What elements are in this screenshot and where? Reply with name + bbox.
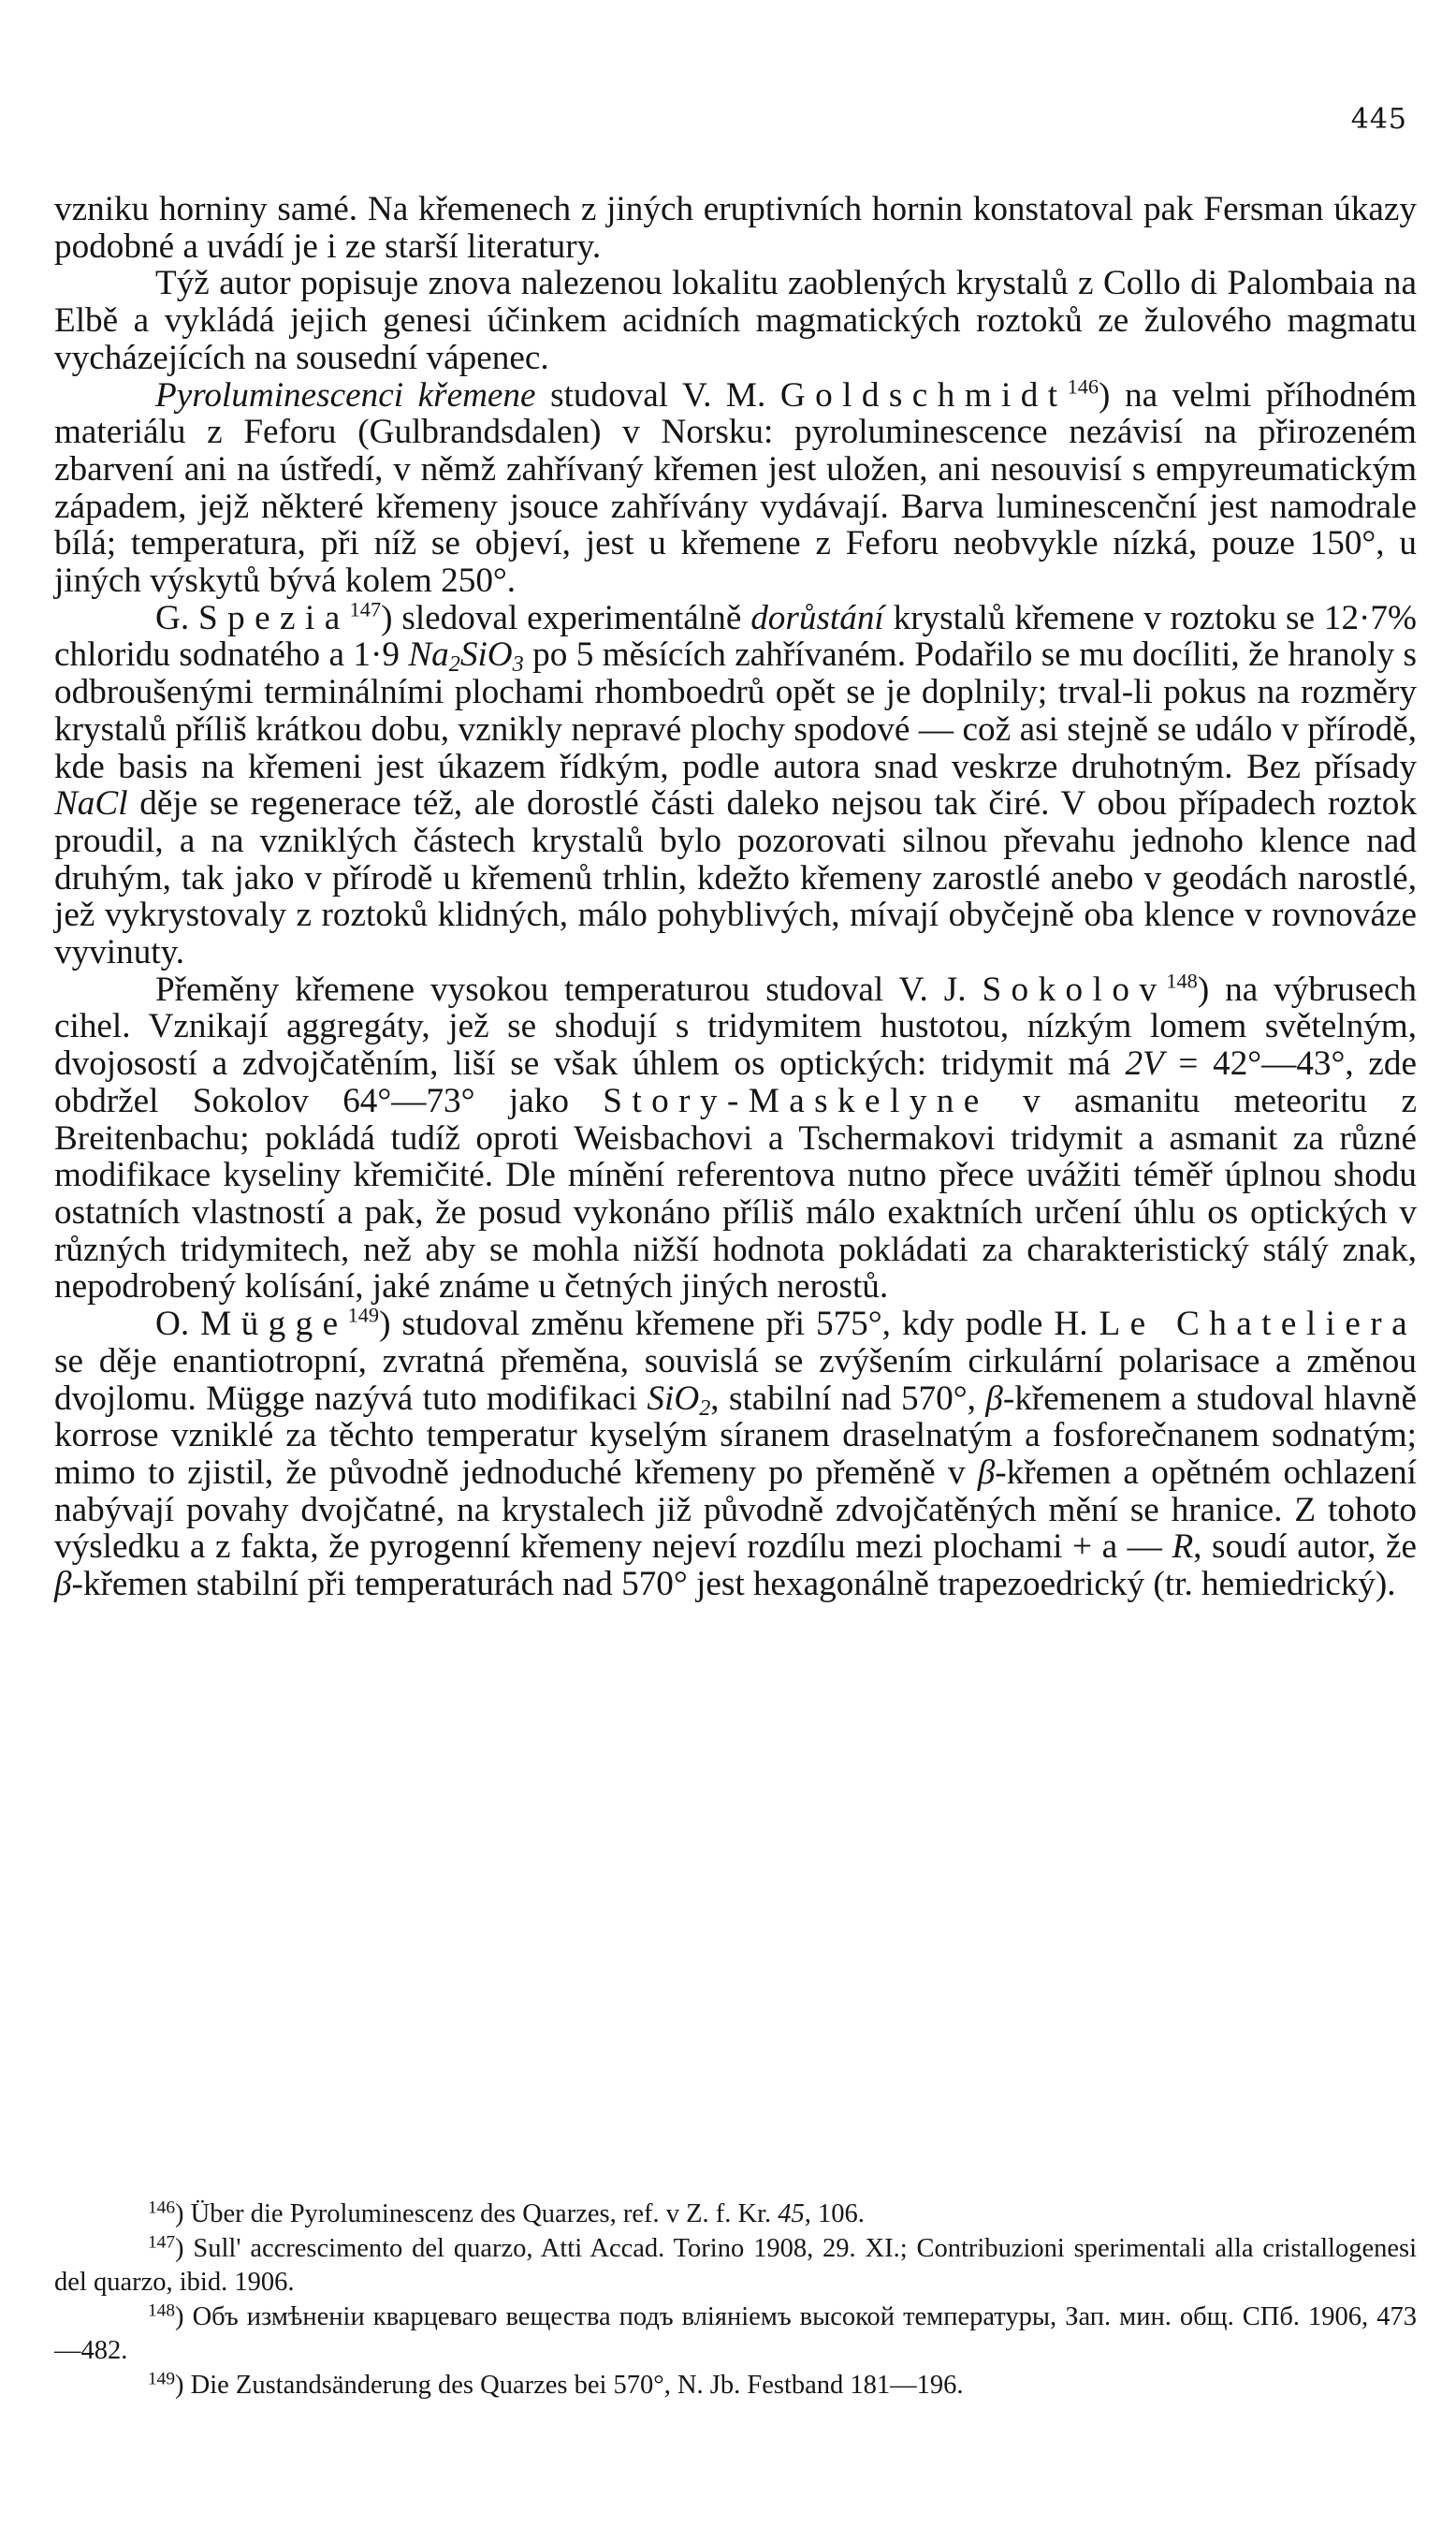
footnote-147 <box>54 2232 1417 2300</box>
footnote-147-text: ) Sull' accrescimento del quarzo, Atti Accad. Torino 1908, 29. XI.; Contribuzioni sperimentali alla cristallogenesi del quarzo, ibid. 1906. <box>54 2233 1417 2297</box>
paragraph-1-text: vzniku horniny samé. Na křemenech z jiných eruptivních hornin konstatoval pak Fersman úkazy podobné a uvádí je i ze starší literatury. <box>54 190 1417 266</box>
paragraph-4-text-b: ) sledoval experimentálně <box>381 598 751 637</box>
paragraph-6-text-e: -křemenem a studoval hlavně korrose vzniklé za těchto temperatur kyselým síranem draselnatým a fosforečnanem sodnatým; mimo to zjistil, že původně jednoduché křemeny po přeměně v <box>54 1379 1417 1492</box>
footnote-ref-147: 147 <box>349 597 382 621</box>
formula-sio: SiO <box>459 635 513 675</box>
paragraph-6-text-d: , stabilní nad 570°, <box>710 1379 986 1418</box>
footnote-147-mark: 147 <box>148 2231 176 2252</box>
author-le-chatelier: Le Chateliera <box>1099 1305 1417 1344</box>
footnote-146-text-a: ) Über die Pyroluminescenz des Quarzes, ref. v Z. f. Kr. <box>175 2199 779 2228</box>
paragraph-6-text-b: ) studoval změnu křemene při 575°, kdy podle H. <box>379 1305 1099 1344</box>
formula-sio2 <box>647 1379 711 1421</box>
paragraph-3-italic: Pyroluminescenci křemene <box>155 375 536 415</box>
author-spezia: Spezia <box>198 598 350 637</box>
footnotes <box>54 2198 1417 2402</box>
footnote-146-text-b: , 106. <box>804 2199 865 2228</box>
formula-sio2-base: SiO <box>647 1379 700 1418</box>
footnote-149 <box>54 2369 1417 2403</box>
footnote-146 <box>54 2198 1417 2232</box>
paragraph-6-text-h: -křemen stabilní při temperaturách nad 570° jest hexagonálně trapezoedrický (tr. hemiedrický). <box>71 1565 1396 1604</box>
beta-symbol-1: β <box>985 1379 1003 1418</box>
footnote-149-mark: 149 <box>148 2368 176 2388</box>
formula-2v: 2V <box>1125 1044 1164 1084</box>
paragraph-6-text-g: , soudí autor, že <box>1193 1527 1418 1567</box>
paragraph-4 <box>54 597 1417 972</box>
formula-r: R <box>1172 1527 1194 1567</box>
footnote-146-italic: 45 <box>778 2199 805 2228</box>
body-text <box>54 191 1417 1603</box>
footnote-ref-146: 146 <box>1067 374 1099 399</box>
paragraph-6 <box>54 1303 1418 1604</box>
paragraph-2 <box>54 265 1417 376</box>
paragraph-4-text-e: děje se regenerace též, ale dorostlé části daleko nejsou tak čiré. V obou případech roztok proudil, a na vzniklých částech krystalů bylo pozorovati silnou převahu jednoho klence nad druhým, tak jako v přírodě u křemenů trhlin, kdežto křemeny zarostlé anebo v geodách narostlé, jež vykrystovaly z roztoků klidných, málo pohyblivých, mívají obyčejně oba klence v rovnováze vyvinuty. <box>54 784 1417 972</box>
author-story-maskelyne: Story-Maskelyne <box>603 1081 989 1120</box>
paragraph-3 <box>54 374 1417 601</box>
paragraph-4-text-d: po 5 měsících zahřívaném. Podařilo se mu docíliti, že hranoly s odbroušenými terminálními plochami rhomboedrů opět se je doplnily; trval-li pokus na rozměry krystalů příliš krátkou dobu, vznikly nepravé plochy spodové — což asi stejně se událo v přírodě, kde basis na křemeni jest úkazem řídkým, podle autora snad veskrze druhotným. Bez přísady <box>54 635 1417 786</box>
formula-na2sio3 <box>408 635 524 678</box>
formula-na: Na <box>408 635 449 675</box>
author-goldschmidt: Goldschmidt <box>779 375 1068 415</box>
formula-nacl: NaCl <box>54 784 128 824</box>
paragraph-4-italic: dorůstání <box>750 598 884 637</box>
paragraph-6-text-f: -křemen a opětném ochlazení nabývají povahy dvojčatné, na krystalech již původně zdvojčatěných mění se hranice. Z tohoto výsledku a z fakta, že pyrogenní křemeny nejeví rozdílu mezi plochami + a — <box>54 1453 1417 1567</box>
paragraph-4-text-a: G. <box>155 598 199 637</box>
footnote-148-mark: 148 <box>148 2300 176 2320</box>
paragraph-4-text-c: krystalů křemene v roztoku se 12·7% chloridu sodnatého a 1·9 <box>54 598 1417 675</box>
paragraph-6-text-c: se děje enantiotropní, zvratná přeměna, souvislá se zvýšením cirkulární polarisace a změnou dvojlomu. Mügge nazývá tuto modifikaci <box>54 1341 1417 1418</box>
footnote-148-text: ) Объ измѣненiи кварцеваго вещества подъ влiянiемъ высокой температуры, Зап. мин. общ. СПб. 1906, 473—482. <box>54 2301 1417 2365</box>
formula-sio2-subscript: 2 <box>699 1395 711 1421</box>
paragraph-5-text-b: ) na výbrusech cihel. Vznikají aggregáty, jež se shodují s tridymitem hustotou, nízkým lomem světelným, dvojosostí a zdvojčatěním, liší se však úhlem os optických: tridymit má <box>54 970 1417 1084</box>
formula-sio-subscript: 3 <box>512 651 524 678</box>
author-mugge: Mügge <box>200 1305 348 1344</box>
paragraph-3-text-a: studoval V. M. <box>535 375 780 415</box>
beta-symbol-3: β <box>54 1565 72 1604</box>
author-sokolov: Sokolov <box>982 970 1167 1009</box>
paragraph-6-text-a: O. <box>155 1305 201 1344</box>
paragraph-5-text-c: = 42°—43°, zde obdržel Sokolov 64°—73° jako <box>54 1044 1417 1120</box>
footnote-148 <box>54 2300 1417 2369</box>
formula-na-subscript: 2 <box>448 651 460 678</box>
paragraph-2-text: Týž autor popisuje znova nalezenou lokalitu zaoblených krystalů z Collo di Palombaia na Elbě a vykládá jejich genesi účinkem acidních magmatických roztoků ze žulového magmatu vycházejících na sousední vápenec. <box>54 264 1417 377</box>
footnote-ref-149: 149 <box>347 1303 380 1327</box>
beta-symbol-2: β <box>977 1453 996 1492</box>
paragraph-1 <box>54 191 1417 265</box>
footnote-146-mark: 146 <box>148 2198 176 2218</box>
paragraph-3-text-b: ) na velmi příhodném materiálu z Feforu (Gulbrandsdalen) v Norsku: pyroluminescence nezávisí na přirozeném zbarvení ani na ústředí, v němž zahřívaný křemen jest uložen, ani nesouvisí s empyreumatickým západem, jejž některé křemeny jsouce zahřívány vydávají. Barva luminescenční jest namodrale bílá; temperatura, při níž se objeví, jest u křemene z Feforu neobvykle nízká, pouze 150°, u jiných výskytů bývá kolem 250°. <box>54 375 1417 601</box>
paragraph-5-text-a: Přeměny křemene vysokou temperaturou studoval V. J. <box>155 970 983 1009</box>
footnote-149-text: ) Die Zustandsänderung des Quarzes bei 570°, N. Jb. Festband 181—196. <box>175 2370 964 2400</box>
paragraph-5-text-d: v asmanitu meteoritu z Breitenbachu; pokládá tudíž oproti Weisbachovi a Tschermakovi tridymit a asmanit za různé modifikace kyseliny křemičité. Dle mínění referentova nutno přece uvážiti téměř úplnou shodu ostatních vlastností a pak, že posud vykonáno příliš málo exaktních určení úhlu os optických v různých tridymitech, než aby se mohla nižší hodnota pokládati za charakteristický stálý znak, nepodrobený kolísání, jaké známe u četných jiných nerostů. <box>54 1081 1417 1307</box>
paragraph-5 <box>54 971 1417 1306</box>
page-number: 445 <box>1350 103 1407 136</box>
footnote-ref-148: 148 <box>1166 969 1198 993</box>
